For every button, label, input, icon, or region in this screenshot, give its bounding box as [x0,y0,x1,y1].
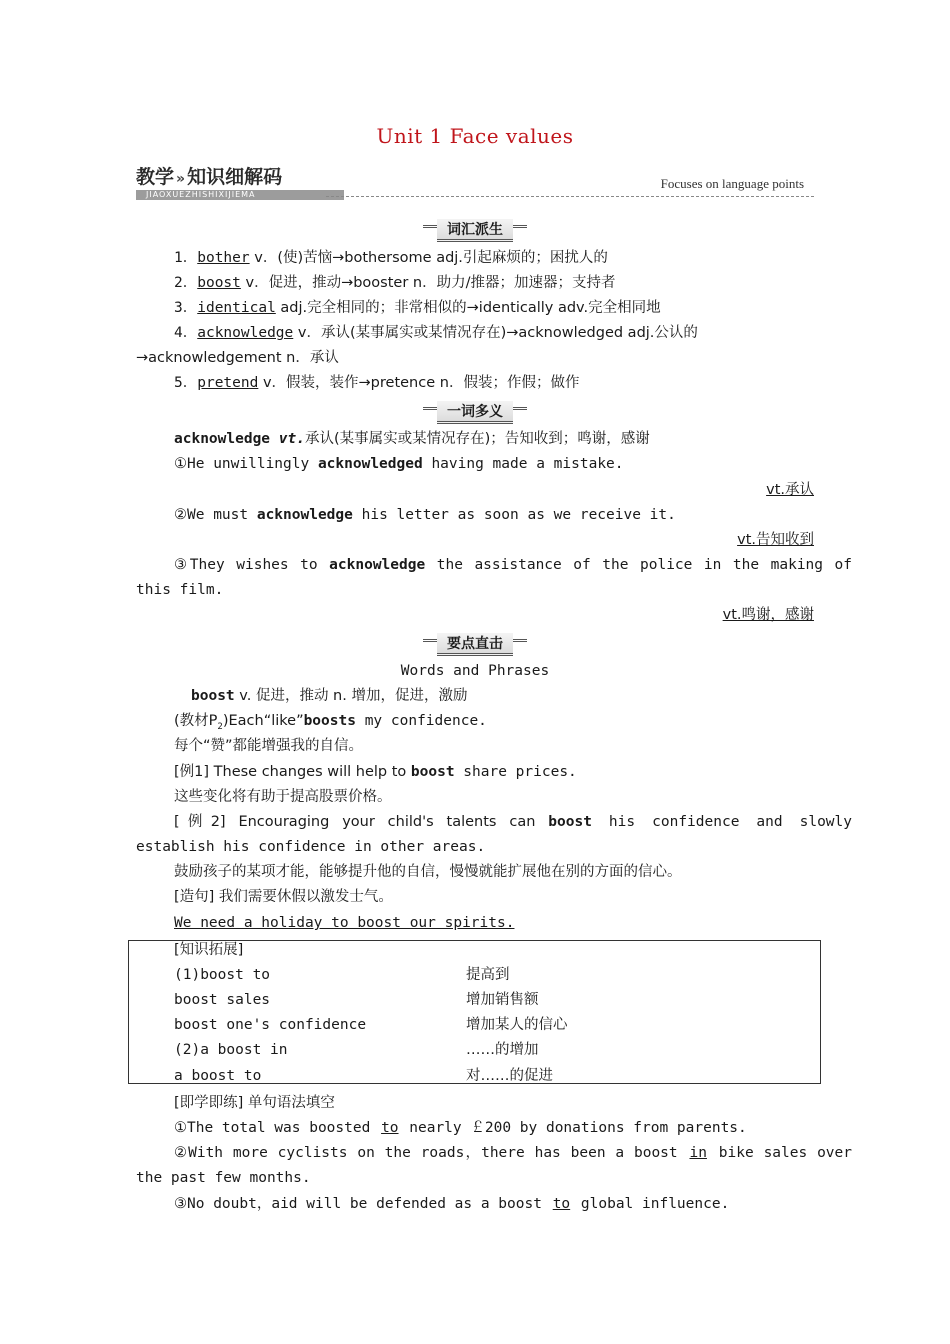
example-sentence: [例2] Encouraging your child's talents can boost his confidence and slowly [174,814,852,830]
polysemy-example: ②We must acknowledge his letter as soon as we receive it. [174,507,676,523]
section-banner [136,160,814,202]
polysemy-answer: vt.承认 [766,482,814,498]
answer-blank: in [689,1145,707,1161]
expansion-header: [知识拓展] [174,942,244,958]
banner-title-a: 教学 [136,166,175,188]
page-title: Unit 1 Face values [376,124,574,148]
polysemy-answer: vt.鸣谢，感谢 [722,607,814,623]
example-translation: 鼓励孩子的某项才能，能够提升他的自信，慢慢就能扩展他在别的方面的信心。 [174,864,682,880]
polysemy-example: ①He unwillingly acknowledged having made a mistake. [174,456,624,472]
example-translation: 这些变化将有助于提高股票价格。 [174,789,392,805]
banner-title-b: 知识细解码 [187,166,283,188]
practice-question: ③No doubt，aid will be defended as a boost to global influence. [174,1196,730,1212]
banner-right-caption: Focuses on language points [660,176,804,191]
answer-blank: to [552,1196,571,1212]
double-chevron-icon: » [176,171,186,187]
vocab-item: 5．pretend v．假装，装作→pretence n．假装；作假；做作 [174,375,580,391]
section-tag-polysemy: 一词多义 [136,401,814,421]
vocab-item: 1．bother v．(使)苦恼→bothersome adj.引起麻烦的；困扰人的 [174,250,608,266]
knowledge-expansion-box [128,940,821,1084]
keypoints-subtitle: Words and Phrases [400,663,550,679]
vocab-item: 4．acknowledge v．承认(某事属实或某情况存在)→acknowledged adj.公认的 [174,325,698,341]
textbook-source: (教材$P_2)Each“like”boosts$ my confidence. [174,713,487,732]
banner-subtitle: JIAOXUEZHISHIXIJIEMA [136,190,344,200]
keypoint-entry: boost v. 促进，推动 n. 增加，促进，激励 [191,688,468,704]
banner-divider [326,196,814,197]
practice-question: ①The total was boosted to nearly ￡200 by donations from parents. [174,1120,747,1136]
make-sentence-prompt: [造句] 我们需要休假以激发士气。 [174,889,393,905]
section-tag-keypoints: 要点直击 [136,633,814,653]
practice-header: [即学即练] 单句语法填空 [174,1095,335,1111]
practice-question: ②With more cyclists on the roads，there has been a boost in bike sales over [174,1145,852,1161]
polysemy-headword: acknowledge vt.承认(某事属实或某情况存在)；告知收到；鸣谢，感谢 [174,431,650,447]
practice-question-continuation: the past few months. [136,1170,311,1186]
section-tag-vocab: 词汇派生 [136,219,814,239]
answer-blank: to [381,1120,399,1136]
textbook-source-translation: 每个“赞”都能增强我的自信。 [174,738,364,754]
vocab-item: 3．identical adj.完全相同的；非常相似的→identically adv.完全相同地 [174,300,661,316]
vocab-item-continuation: →acknowledgement n．承认 [136,350,339,366]
example-sentence-continuation: establish his confidence in other areas. [136,839,486,855]
make-sentence-answer: We need a holiday to boost our spirits. [174,915,515,931]
polysemy-example-continuation: this film. [136,582,224,598]
vocab-item: 2．boost v．促进，推动→booster n．助力/推器；加速器；支持者 [174,275,616,291]
example-sentence: [例1] These changes will help to boost share prices. [174,764,577,780]
polysemy-example: ③They wishes to acknowledge the assistance of the police in the making of [174,557,852,573]
polysemy-answer: vt.告知收到 [737,532,814,548]
banner-title [136,162,282,189]
